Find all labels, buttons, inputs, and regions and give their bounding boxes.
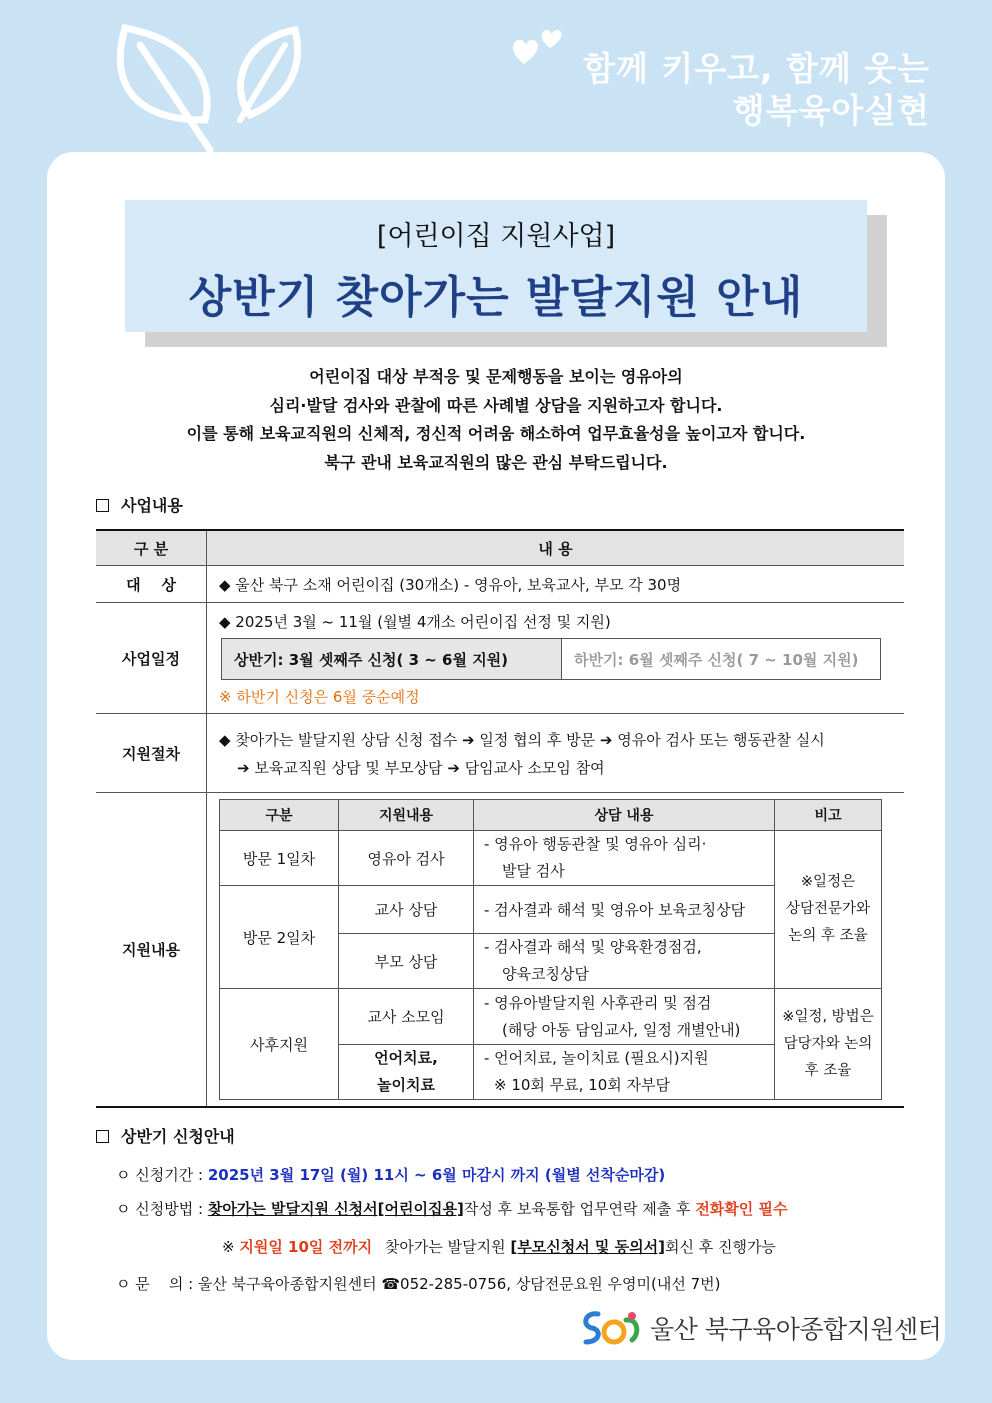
therapy-content-line: ※ 10회 무료, 10회 자부담: [494, 1076, 671, 1094]
procedure-line1: [219, 729, 904, 750]
sub-deadline: 지원일 10일 전까지: [239, 1238, 373, 1256]
slogan-line1: 함께 키우고, 함께 웃는: [583, 49, 930, 88]
procedure-step: 담임교사 소모임 참여: [464, 758, 605, 777]
support-header-content: 상담 내용: [474, 800, 775, 831]
visit1-content-line: - 영유아 행동관찰 및 영유아 심리·: [484, 835, 707, 853]
sub-text: 회신 후 진행가능: [664, 1238, 776, 1256]
business-table: [96, 529, 904, 1108]
section-heading-apply: [96, 1124, 235, 1147]
meeting-content-line: (해당 아동 담임교사, 일정 개별안내): [502, 1020, 741, 1039]
arrow-right-icon: ➔: [447, 758, 460, 777]
note-line: ※일정, 방법은: [782, 1008, 874, 1025]
note-schedule: [775, 831, 882, 989]
sub-prefix: ※: [222, 1238, 235, 1256]
support-row: [220, 989, 882, 1045]
note-line: ※일정은: [800, 874, 856, 890]
slogan-line2: 행복육아실현: [732, 91, 930, 130]
table-row-procedure: [96, 714, 904, 793]
parent-content-line: - 검사결과 해석 및 양육환경점검,: [484, 938, 702, 956]
label-target: 대 상: [96, 566, 207, 603]
note-method: [775, 989, 882, 1100]
support-row: [220, 831, 882, 886]
footer-org-name: 울산 북구육아종합지원센터: [650, 1315, 942, 1344]
contact-text: 울산 북구육아종합지원센터 ☎052-285-0756, 상담전문요원 우영미(내선 7번): [197, 1275, 721, 1293]
org-logo-icon: [580, 1308, 642, 1348]
period-value: 2025년 3월 17일 (월) 11시 ~ 6월 마감시 까지 (월별 선착순마감): [207, 1166, 666, 1184]
note-line: 담당자와 논의: [783, 1035, 873, 1052]
after-meeting-type: 교사 소모임: [339, 989, 474, 1045]
procedure-step: 보육교직원 상담 및 부모상담: [254, 758, 443, 777]
schedule-cell: [207, 603, 905, 714]
support-header-support: 지원내용: [339, 800, 474, 831]
target-text: ◆ 울산 북구 소재 어린이집 (30개소) - 영유아, 보육교사, 부모 각 30명: [207, 566, 905, 603]
header-category: 구 분: [96, 530, 207, 566]
checkbox-square-icon: [96, 499, 109, 512]
table-row-target: [96, 566, 904, 603]
visit2-parent-type: 부모 상담: [339, 934, 474, 989]
visit2-teacher-content: - 검사결과 해석 및 영유아 보육코칭상담: [474, 886, 775, 934]
method-form: 찾아가는 발달지원 신청서[어린이집용]: [207, 1200, 464, 1218]
title-sub: [어린이집 지원사업]: [376, 221, 616, 252]
intro-line: 심리·발달 검사와 관찰에 따른 사례별 상담을 지원하고자 합니다.: [269, 395, 723, 415]
after-name: 사후지원: [220, 989, 339, 1100]
therapy-content-line: - 언어치료, 놀이치료 (필요시)지원: [484, 1049, 709, 1067]
support-cell: [207, 793, 905, 1108]
visit1-name: 방문 1일차: [220, 831, 339, 886]
procedure-step: 일정 협의 후 방문: [479, 730, 596, 749]
method-text: 작성 후 보육통합 업무연락 제출 후: [463, 1200, 691, 1218]
support-header-category: 구분: [220, 800, 339, 831]
first-half-schedule: 상반기: 3월 셋째주 신청( 3 ~ 6월 지원): [222, 639, 562, 679]
method-must: 전화확인 필수: [695, 1200, 788, 1218]
hearts-icon: [510, 26, 570, 71]
label-schedule: 사업일정: [96, 603, 207, 714]
apply-method: [116, 1198, 787, 1219]
apply-period: [116, 1164, 665, 1185]
note-line: 상담전문가와: [785, 901, 871, 917]
therapy-type-line: 언어치료,: [374, 1049, 438, 1067]
meeting-content-line: - 영유아발달지원 사후관리 및 점검: [484, 993, 712, 1012]
visit1-type: 영유아 검사: [339, 831, 474, 886]
after-meeting-content: [474, 989, 775, 1045]
label-procedure: 지원절차: [96, 714, 207, 793]
title-box: [125, 200, 867, 332]
support-table: [219, 799, 882, 1100]
intro-line: 어린이집 대상 부적응 및 문제행동을 보이는 영유아의: [309, 367, 683, 386]
checkbox-square-icon: [96, 1130, 109, 1143]
arrow-right-icon: ➔: [462, 730, 475, 749]
footer-logo: [580, 1308, 941, 1348]
sub-form: [부모신청서 및 동의서]: [510, 1238, 665, 1256]
second-half-schedule: 하반기: 6월 셋째주 신청( 7 ~ 10월 지원): [574, 650, 859, 669]
note-line: 논의 후 조율: [788, 928, 868, 944]
procedure-line2: [219, 757, 904, 778]
leaf-icon: [110, 20, 310, 155]
visit2-teacher-type: 교사 상담: [339, 886, 474, 934]
apply-contact: [116, 1273, 720, 1294]
visit2-name: 방문 2일차: [220, 886, 339, 989]
procedure-step: 영유아 검사 또는 행동관찰 실시: [617, 730, 825, 749]
schedule-note: ※ 하반기 신청은 6월 중순예정: [219, 688, 420, 706]
intro-text: [96, 363, 896, 477]
table-row-support: [96, 793, 904, 1108]
page-title: 상반기 찾아가는 발달지원 안내: [188, 272, 804, 323]
section-title: 상반기 신청안내: [121, 1127, 235, 1146]
section-title: 사업내용: [121, 496, 183, 515]
support-header-note: 비고: [775, 800, 882, 831]
section-heading-business: [96, 493, 183, 516]
procedure-step: ◆ 찾아가는 발달지원 상담 신청 접수: [219, 730, 458, 749]
note-line: 후 조율: [804, 1062, 852, 1079]
procedure-cell: [207, 714, 905, 793]
period-label: ㅇ 신청기간 :: [116, 1166, 204, 1184]
visit2-parent-content: [474, 934, 775, 989]
schedule-box: [221, 638, 881, 680]
slogan: [583, 48, 930, 132]
therapy-type-line: 놀이치료: [377, 1076, 435, 1094]
sub-text: 찾아가는 발달지원: [384, 1238, 506, 1256]
visit1-content: [474, 831, 775, 886]
intro-line: 이를 통해 보육교직원의 신체적, 정신적 어려움 해소하여 업무효율성을 높이고자 합니다.: [186, 424, 806, 443]
arrow-right-icon: ➔: [237, 758, 250, 777]
table-header-row: [96, 530, 904, 566]
header-content: 내 용: [207, 530, 905, 566]
schedule-text: ◆ 2025년 3월 ~ 11월 (월별 4개소 어린이집 선정 및 지원): [219, 613, 611, 631]
apply-sub-note: [222, 1236, 776, 1257]
label-support: 지원내용: [96, 793, 207, 1108]
support-header-row: [220, 800, 882, 831]
after-therapy-content: [474, 1045, 775, 1100]
intro-line: 북구 관내 보육교직원의 많은 관심 부탁드립니다.: [324, 452, 668, 472]
table-row-schedule: [96, 603, 904, 714]
contact-label: ㅇ 문 의 :: [116, 1275, 194, 1293]
arrow-right-icon: ➔: [599, 730, 613, 749]
after-therapy-type: [339, 1045, 474, 1100]
visit1-content-line: 발달 검사: [502, 862, 565, 880]
method-label: ㅇ 신청방법 :: [116, 1200, 204, 1218]
parent-content-line: 양육코칭상담: [502, 965, 589, 983]
